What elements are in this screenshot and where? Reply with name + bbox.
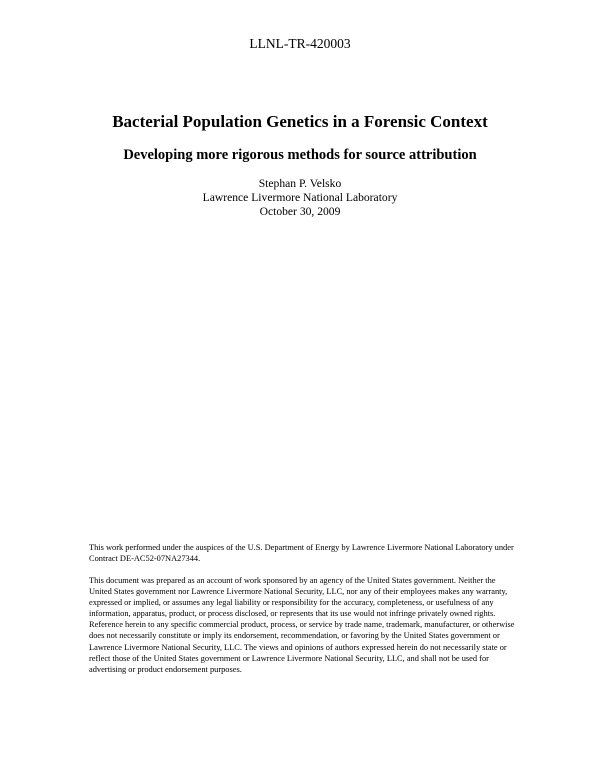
- author-block: [0, 177, 600, 220]
- report-number: LLNL-TR-420003: [249, 36, 351, 51]
- disclaimer-notice: This document was prepared as an account of work sponsored by an agency of the United States government. Neither the United States government nor Lawrence Livermore National Security, LLC, nor any of their employees makes any warranty, expressed or implied, or assumes any legal liability or responsibility for the accuracy, completeness, or usefulness of any information, apparatus, product, or process disclosed, or represents that its use would not infringe privately owned rights. Reference herein to any specific commercial product, process, or service by trade name, trademark, manufacturer, or otherwise does not necessarily constitute or imply its endorsement, recommendation, or favoring by the United States government or Lawrence Livermore National Security, LLC. The views and opinions of authors expressed herein do not necessarily state or reflect those of the United States government or Lawrence Livermore National Security, LLC, and shall not be used for advertising or product endorsement purposes.: [89, 576, 515, 674]
- document-subtitle: Developing more rigorous methods for source attribution: [123, 147, 477, 163]
- funding-notice: This work performed under the auspices of the U.S. Department of Energy by Lawrence Livermore National Laboratory under Contract DE-AC52-07NA27344.: [89, 543, 514, 564]
- document-date: October 30, 2009: [259, 205, 341, 219]
- author-affiliation: Lawrence Livermore National Laboratory: [202, 191, 398, 205]
- document-title: Bacterial Population Genetics in a Forensic Context: [112, 112, 488, 131]
- author-name: Stephan P. Velsko: [258, 177, 342, 190]
